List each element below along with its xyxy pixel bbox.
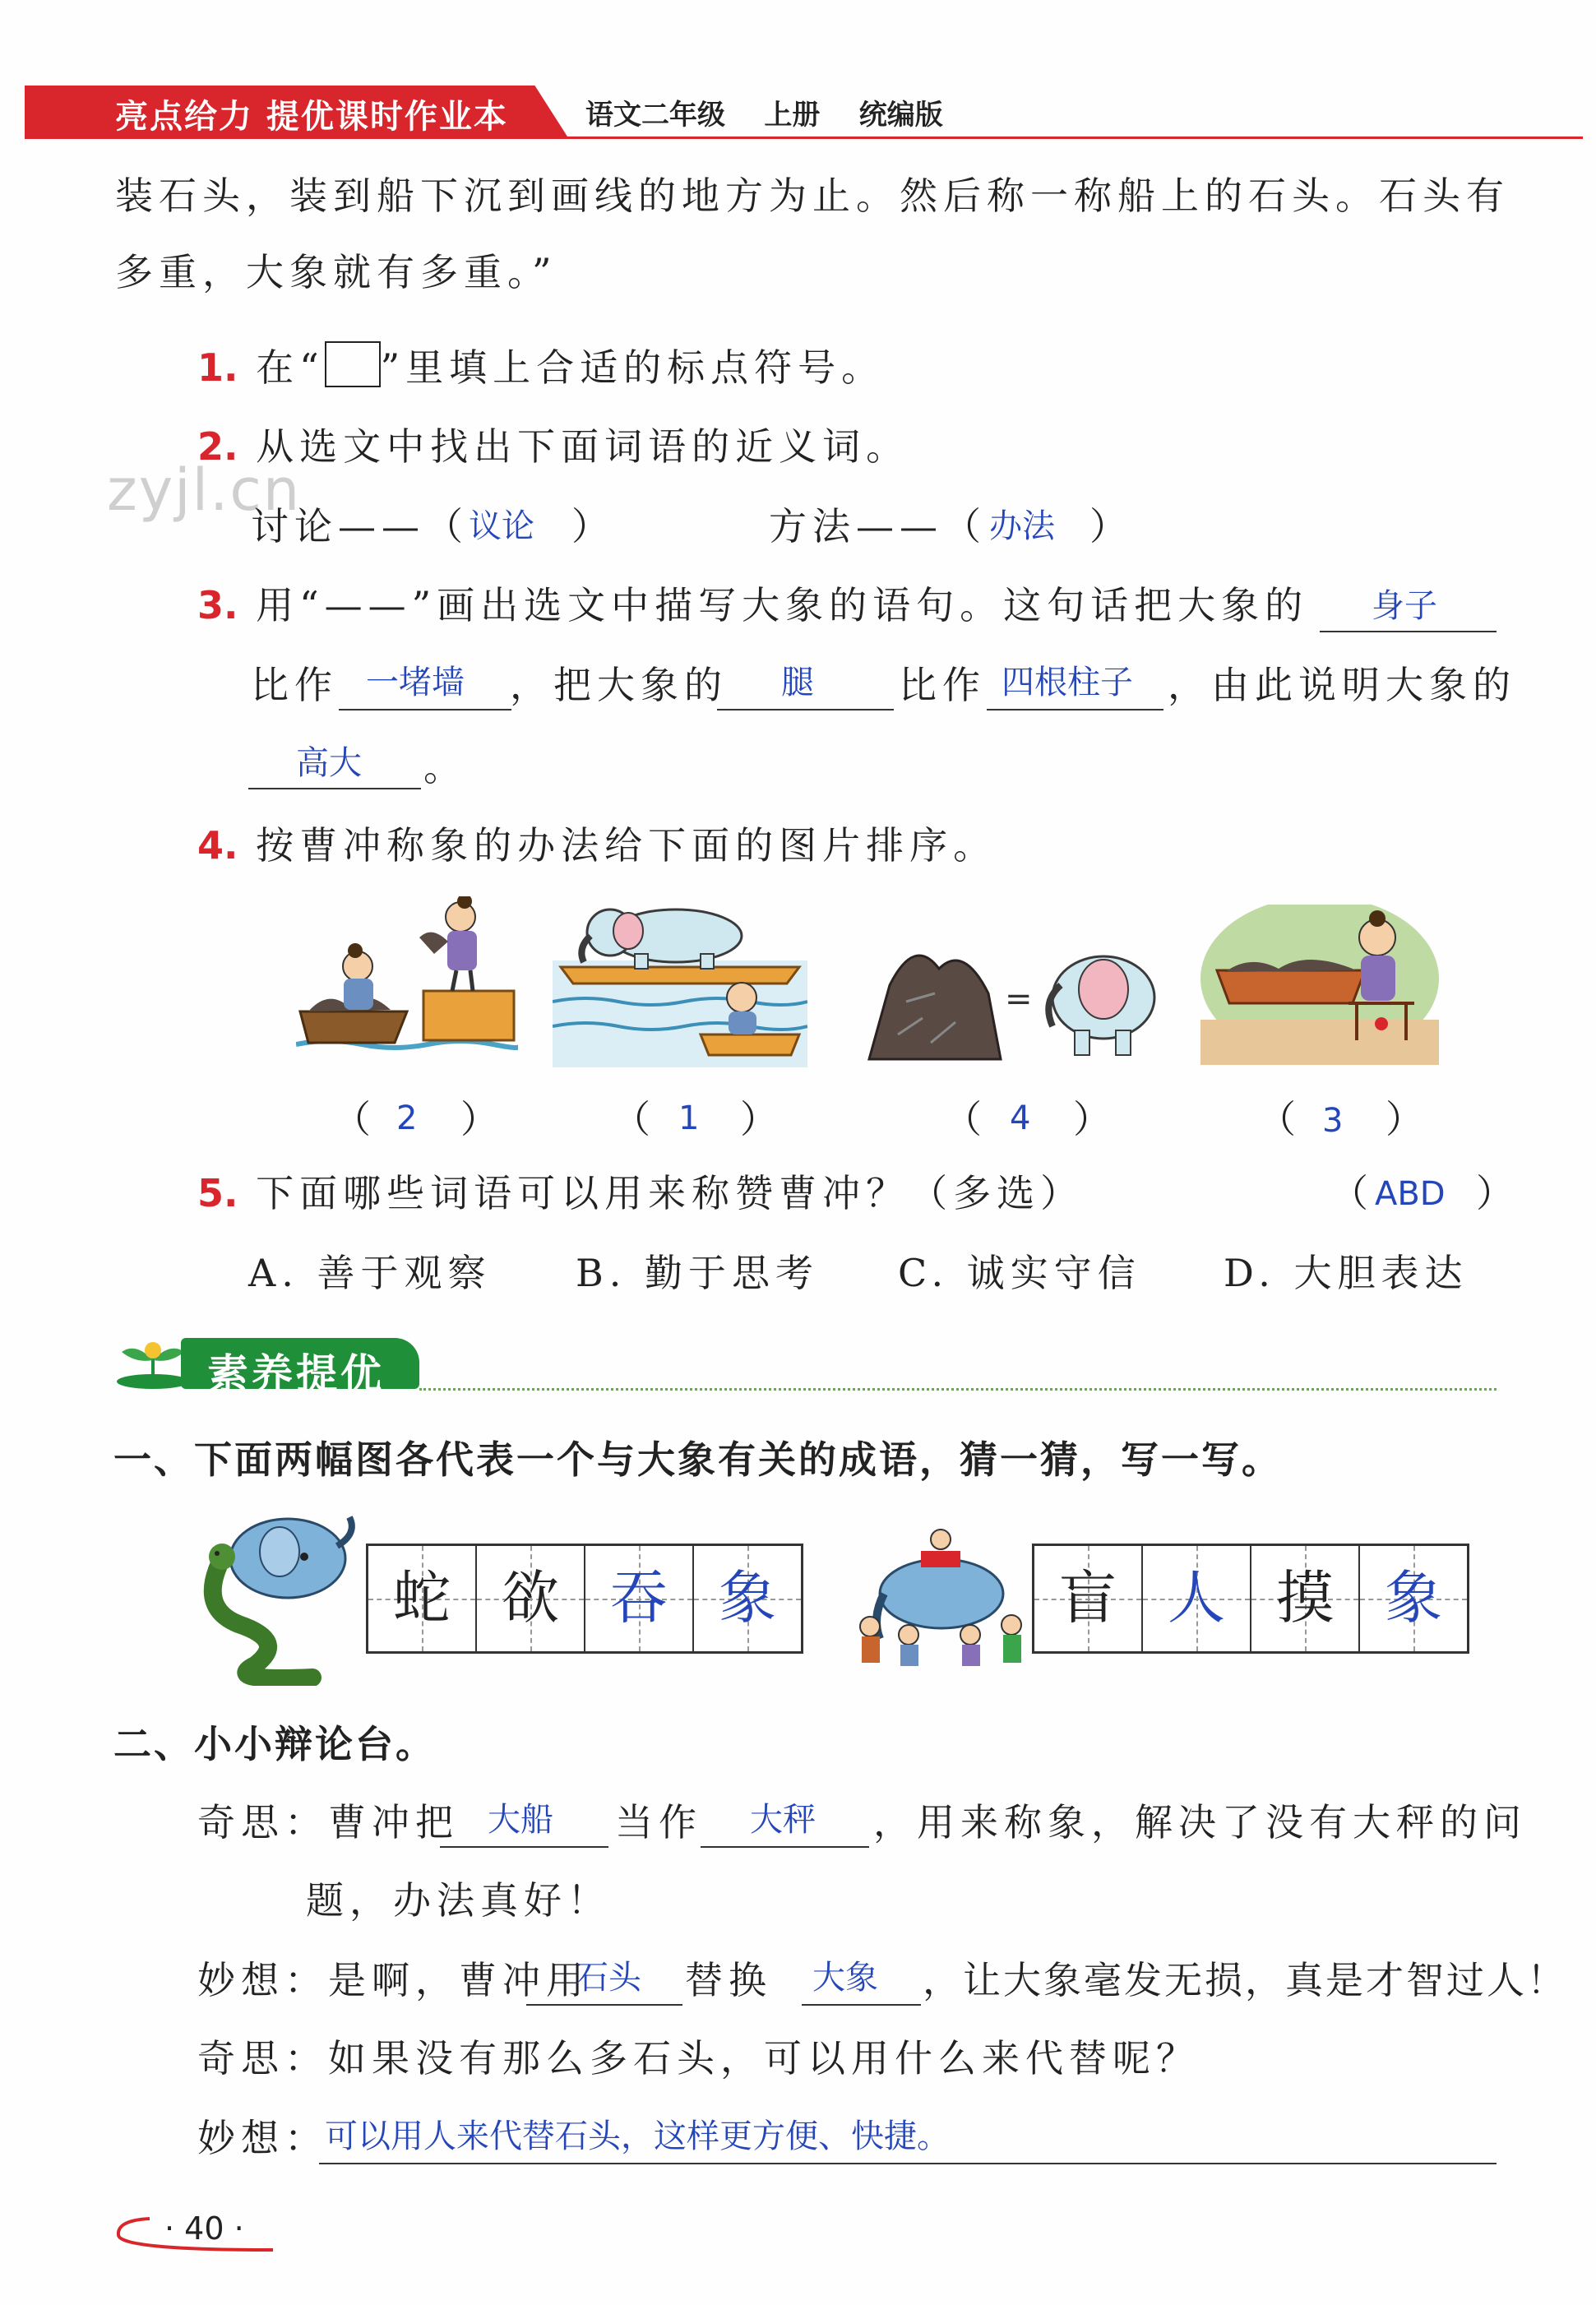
idiom-2-char-3: 摸 — [1276, 1564, 1334, 1632]
picture-elephant-on-boat — [553, 903, 807, 1067]
idiom-1-cell-1 — [368, 1546, 475, 1651]
q2-word2: 方法——（ — [769, 504, 987, 548]
debate-line-3c: ，让大象毫发无损，真是才智过人！ — [923, 1958, 1567, 2002]
question-5 — [197, 1171, 1085, 1215]
debate-line-3b: 替换 — [685, 1958, 772, 2002]
picture-loading-stones — [296, 896, 518, 1061]
q4-close-2: ） — [740, 1097, 784, 1141]
q4-close-1: ） — [460, 1097, 504, 1141]
question-3 — [197, 583, 1309, 627]
q3-text-2c: 比作 — [899, 663, 986, 707]
part-2-title: 二、小小辩论台。 — [113, 1722, 436, 1766]
question-1-pre: 在“ — [256, 345, 325, 390]
question-2-text: 从选文中找出下面词语的近义词。 — [256, 424, 910, 469]
section-divider — [419, 1388, 1497, 1391]
question-4-number: 4. — [197, 823, 238, 868]
q3-answer-pillars[interactable]: 四根柱子 — [1002, 664, 1133, 701]
idiom-2-cell-1 — [1034, 1546, 1141, 1651]
debate-line-3a: 妙想：是啊，曹冲用 — [197, 1958, 590, 2002]
idiom-1-char-3: 吞 — [610, 1564, 668, 1632]
q4-answer-2[interactable]: 1 — [678, 1099, 700, 1137]
q5-close: ） — [1476, 1171, 1520, 1215]
idiom-2-char-4: 象 — [1385, 1564, 1442, 1632]
picture-weighing-stones — [1200, 905, 1439, 1065]
q4-answer-4[interactable]: 3 — [1322, 1102, 1344, 1140]
debate-line-4: 奇思：如果没有那么多石头，可以用什么来代替呢？ — [197, 2036, 1200, 2081]
idiom-1-char-4: 象 — [719, 1564, 776, 1632]
idiom-grid-1 — [366, 1544, 803, 1654]
idiom-1-cell-2 — [475, 1546, 584, 1651]
q4-open-4: （ — [1258, 1097, 1302, 1141]
q2-close1: ） — [571, 504, 615, 548]
q4-close-3: ） — [1073, 1097, 1117, 1141]
question-4-text: 按曹冲称象的办法给下面的图片排序。 — [256, 823, 997, 868]
question-3-text: 用“——”画出选文中描写大象的语句。这句话把大象的 — [256, 583, 1309, 627]
q3-blank-2 — [339, 709, 511, 710]
book-info — [585, 92, 943, 132]
edition: 统编版 — [858, 99, 943, 132]
q3-text-2d: ，由此说明大象的 — [1168, 663, 1516, 707]
debate-line-1a: 奇思：曹冲把 — [197, 1800, 459, 1844]
debate-answer-boat[interactable]: 大船 — [488, 1801, 553, 1839]
q3-text-2a: 比作 — [251, 663, 338, 707]
idiom-1-char-2: 欲 — [502, 1564, 559, 1632]
q3-end: 。 — [423, 745, 467, 789]
idiom-2-cell-3 — [1250, 1546, 1358, 1651]
idiom-2-char-2: 人 — [1168, 1564, 1225, 1632]
debate-line-5a: 妙想： — [197, 2116, 328, 2160]
q3-answer-leg[interactable]: 腿 — [781, 664, 814, 701]
book-title: 亮点给力 提优课时作业本 — [115, 98, 508, 136]
subject: 语文二年级 — [585, 99, 725, 132]
question-1-post: ”里填上合适的标点符号。 — [380, 345, 886, 390]
q5-option-c[interactable]: C. 诚实守信 — [898, 1251, 1141, 1295]
question-1-number: 1. — [197, 345, 238, 390]
watermark: zyjl.cn — [107, 456, 302, 524]
question-3-number: 3. — [197, 583, 238, 627]
q3-answer-body[interactable]: 身子 — [1372, 587, 1437, 625]
debate-blank-1 — [440, 1846, 608, 1848]
q5-open: （ — [1330, 1171, 1374, 1215]
q3-blank-4 — [987, 709, 1163, 710]
q4-answer-3[interactable]: 4 — [1010, 1099, 1031, 1137]
question-5-text: 下面哪些词语可以用来称赞曹冲？（多选） — [256, 1171, 1085, 1215]
header-divider — [25, 137, 1583, 139]
section-title: 素养提优 — [207, 1350, 385, 1398]
debate-blank-3 — [526, 2004, 682, 2006]
q5-option-d[interactable]: D. 大胆表达 — [1224, 1251, 1469, 1295]
picture-stones-equal-elephant — [865, 919, 1177, 1063]
q4-open-2: （ — [613, 1097, 656, 1141]
q5-answer[interactable]: ABD — [1375, 1175, 1446, 1213]
idiom-1-cell-3[interactable] — [584, 1546, 692, 1651]
punctuation-box[interactable] — [325, 341, 381, 387]
picture-snake-elephant — [189, 1509, 362, 1686]
idiom-2-cell-4[interactable] — [1358, 1546, 1467, 1651]
debate-blank-4 — [802, 2004, 921, 2006]
q2-close2: ） — [1089, 504, 1133, 548]
debate-line-2: 题，办法真好！ — [306, 1878, 611, 1923]
svg-text:=: = — [1005, 980, 1033, 1018]
idiom-2-cell-2[interactable] — [1141, 1546, 1250, 1651]
debate-answer-elephant[interactable]: 大象 — [812, 1959, 878, 1997]
q4-answer-1[interactable]: 2 — [396, 1099, 418, 1137]
question-5-number: 5. — [197, 1171, 238, 1215]
picture-blind-men-elephant — [855, 1528, 1028, 1668]
idiom-grid-2 — [1032, 1544, 1469, 1654]
idiom-2-char-1: 盲 — [1059, 1564, 1117, 1632]
passage-line-2: 多重，大象就有多重。” — [115, 250, 557, 294]
q3-blank-5 — [248, 788, 421, 789]
debate-blank-2 — [701, 1846, 869, 1848]
question-2 — [197, 424, 910, 469]
question-4 — [197, 823, 997, 868]
debate-answer-scale[interactable]: 大秤 — [750, 1801, 816, 1839]
q2-answer-2[interactable]: 办法 — [989, 507, 1055, 545]
q5-option-b[interactable]: B. 勤于思考 — [576, 1251, 820, 1295]
volume: 上册 — [764, 99, 821, 132]
q3-blank-3 — [717, 709, 894, 710]
q3-blank-1 — [1320, 631, 1497, 632]
passage-line-1: 装石头，装到船下沉到画线的地方为止。然后称一称船上的石头。石头有 — [115, 174, 1510, 218]
question-2-number: 2. — [197, 424, 238, 469]
debate-blank-5 — [319, 2163, 1497, 2164]
idiom-1-cell-4[interactable] — [692, 1546, 801, 1651]
q4-close-4: ） — [1386, 1097, 1429, 1141]
q3-text-2b: ，把大象的 — [510, 663, 728, 707]
q4-open-3: （ — [944, 1097, 988, 1141]
debate-line-1c: ，用来称象，解决了没有大秤的问 — [873, 1800, 1527, 1844]
q4-open-1: （ — [333, 1097, 377, 1141]
idiom-1-char-1: 蛇 — [393, 1564, 451, 1632]
debate-answer-final[interactable]: 可以用人来代替石头，这样更方便、快捷。 — [325, 2118, 950, 2155]
q5-option-a[interactable]: A. 善于观察 — [248, 1251, 492, 1295]
debate-line-1b: 当作 — [615, 1800, 702, 1844]
question-1 — [197, 341, 886, 390]
q2-word1: 讨论——（ — [251, 504, 469, 548]
page-number: · 40 · — [164, 2210, 244, 2247]
q3-answer-wall[interactable]: 一堵墙 — [366, 664, 465, 701]
q3-answer-big[interactable]: 高大 — [296, 744, 362, 782]
q2-answer-1[interactable]: 议论 — [469, 507, 534, 545]
debate-answer-stone[interactable]: 石头 — [576, 1959, 641, 1997]
part-1-title: 一、下面两幅图各代表一个与大象有关的成语，猜一猜，写一写。 — [113, 1437, 1282, 1482]
